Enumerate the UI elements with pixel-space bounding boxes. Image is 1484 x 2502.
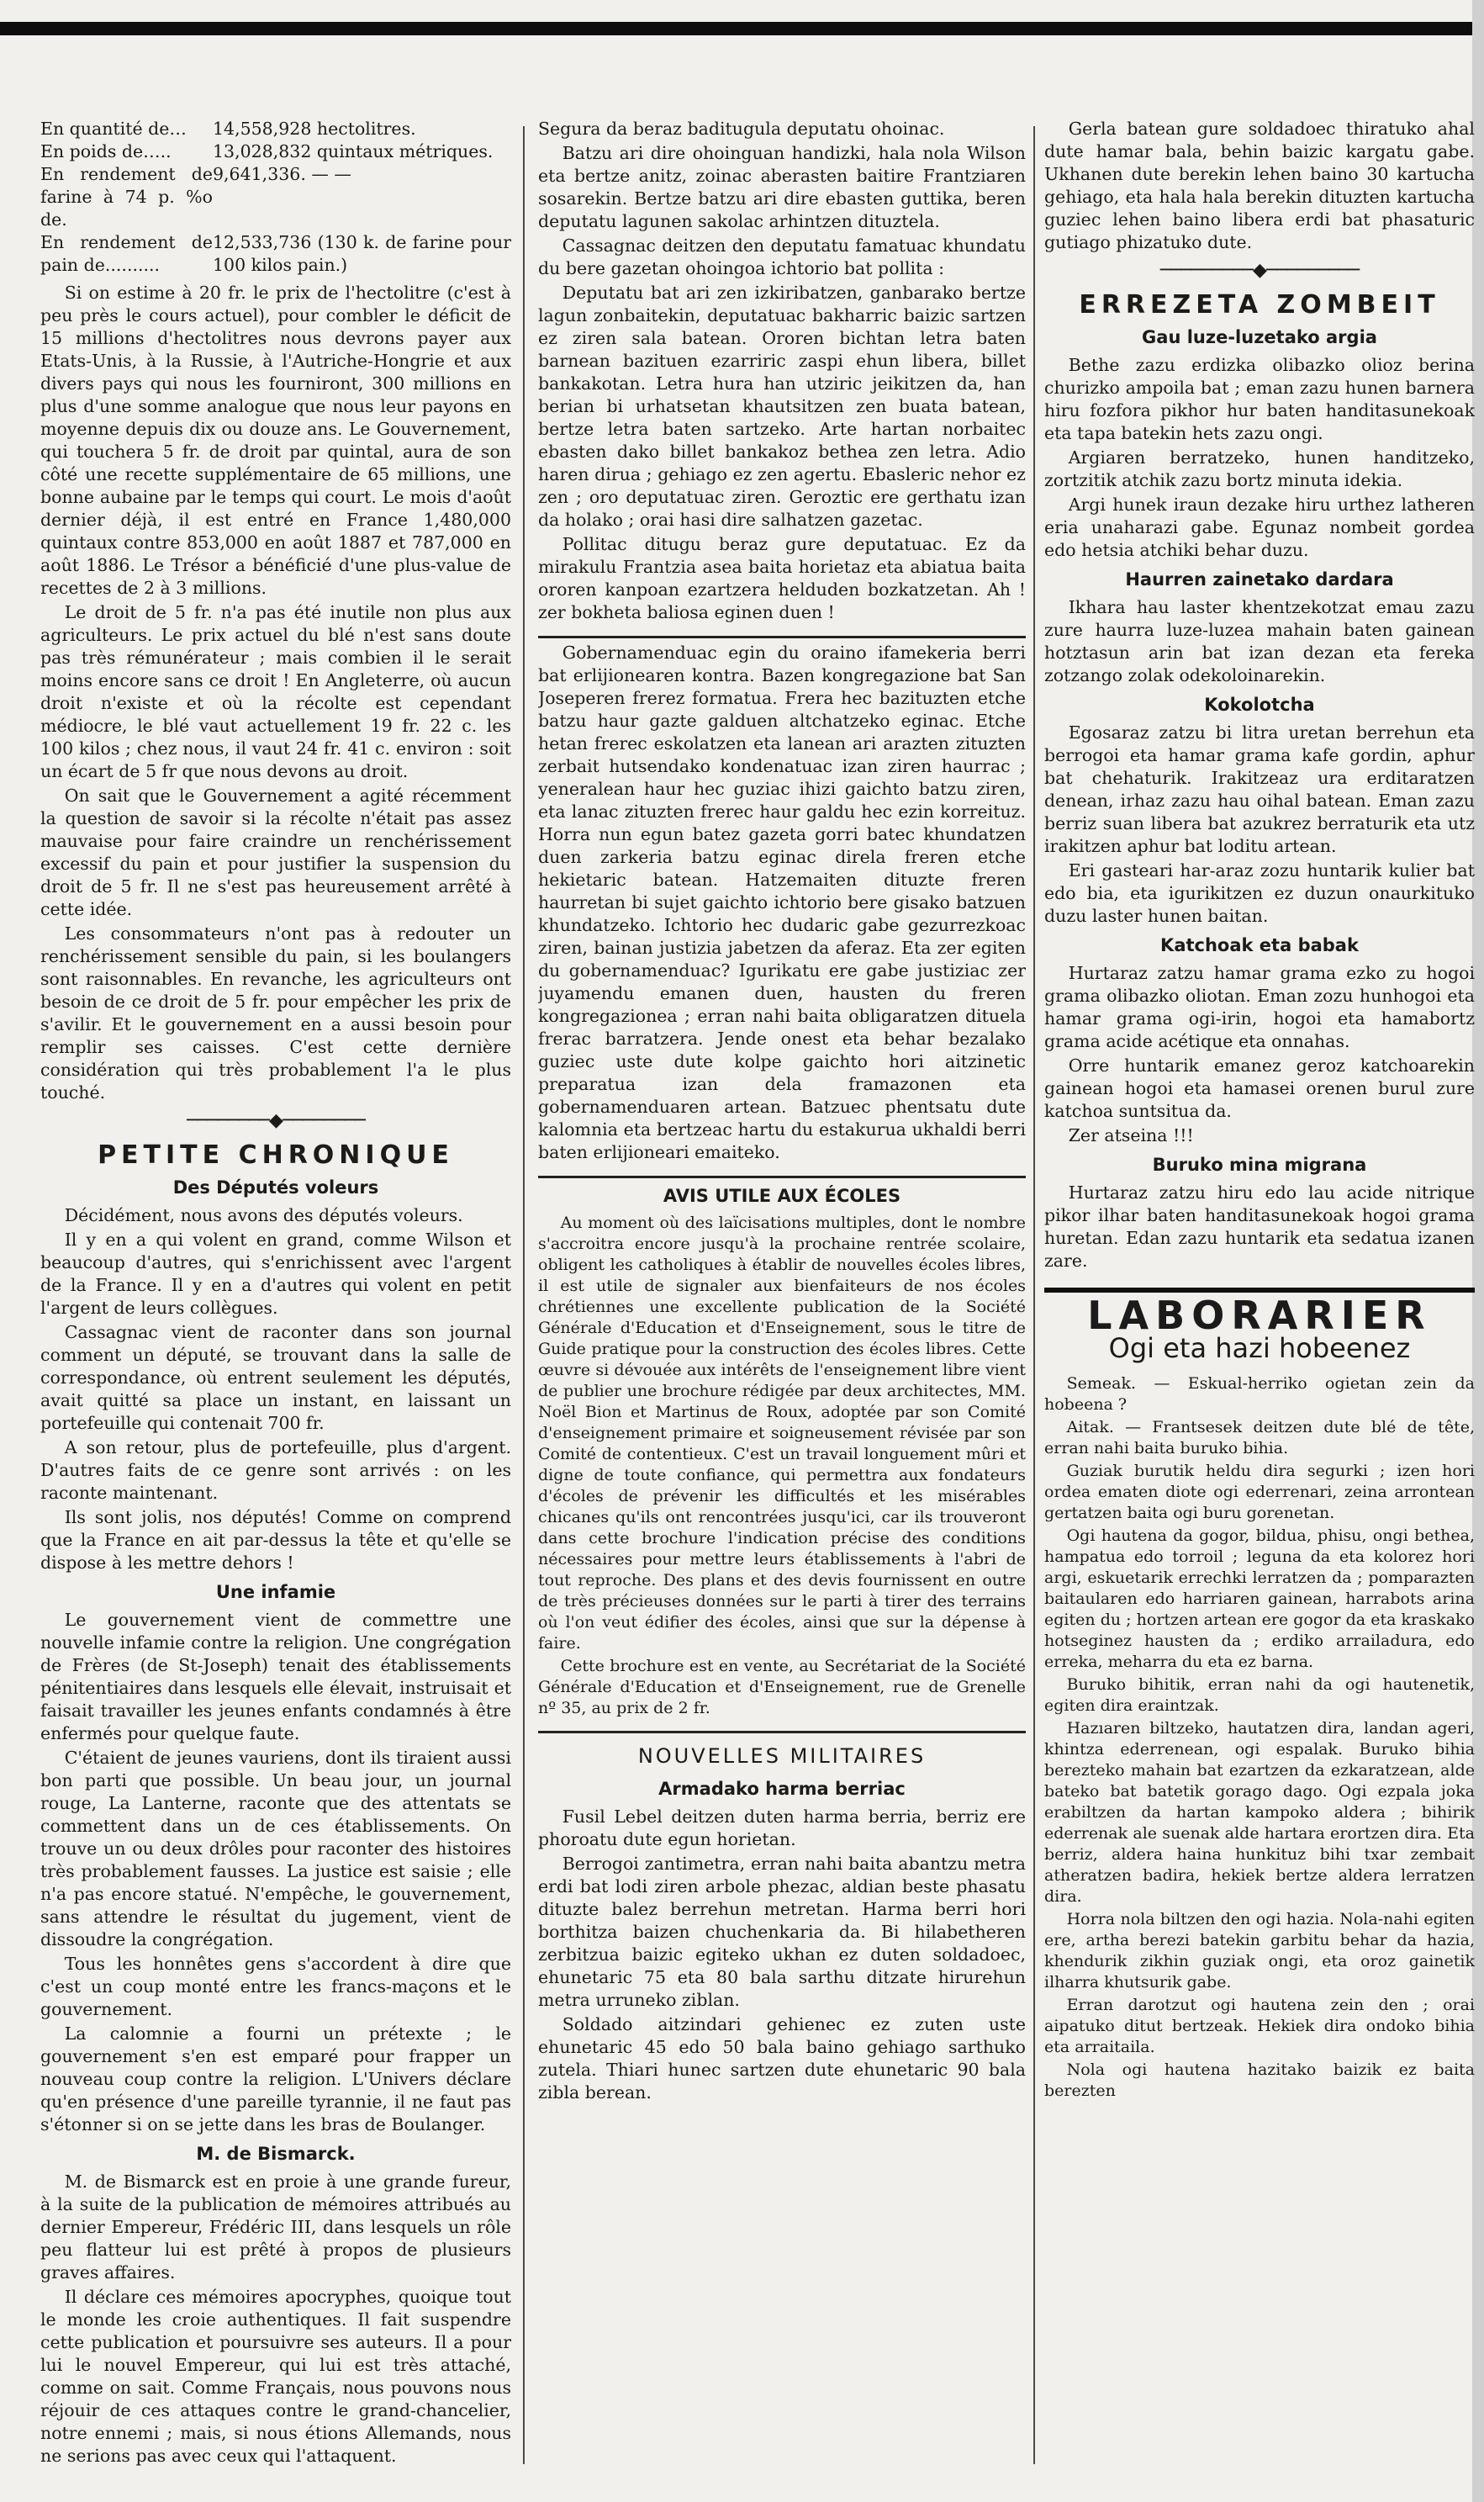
- article-paragraph: La calomnie a fourni un prétexte ; le gouvernement s'en est emparé pour frapper un nouveau coup contre la religion. L'Univers déclare qu'en présence d'une pareille tyrannie, il ne faut pas s'étonner si on se jette dans les bras de Boulanger.: [40, 2023, 511, 2134]
- stat-label: En rendement de pain de..........: [40, 232, 213, 275]
- article-paragraph: Buruko bihitik, erran nahi da ogi hautenetik, egiten dira eraintzak.: [1044, 1675, 1475, 1715]
- stat-value: 9,641,336. — —: [213, 164, 351, 184]
- article-paragraph: Segura da beraz baditugula deputatu ohoinac.: [538, 119, 945, 139]
- article-heading: Ogi eta hazi hobeenez: [1108, 1332, 1411, 1364]
- section-title: PETITE CHRONIQUE: [98, 1140, 454, 1170]
- article-paragraph: Le gouvernement vient de commettre une nouvelle infamie contre la religion. Une congrégation de Frères (de St-Joseph) tenait des établissements pénitentiaires dans lesquels elle élevait, instruisait et faisait travailler les jeunes enfants condamnés à être enfermés pour quelque faute.: [40, 1610, 511, 1743]
- section-title: LABORARIER: [1087, 1293, 1432, 1338]
- wheat-statistics: [40, 118, 511, 277]
- recipe-heading: Haurren zainetako dardara: [1125, 569, 1394, 590]
- article-paragraph: Soldado aitzindari gehienec ez zuten uste ehunetaric 45 edo 50 bala baino gehiago sarthuko zutela. Thiari hunec sartzen dute ehunetaric 90 bala zibla berean.: [538, 2014, 1026, 2103]
- article-heading: M. de Bismarck.: [196, 2144, 356, 2164]
- article-paragraph: Pollitac ditugu beraz gure deputatuac. Ez da mirakulu Frantzia asea baita horietaz eta abiatua baita ororen kanpoan ezartzera helduden bozkatzetan. Ah ! zer bokheta baliosa eginen duen !: [538, 534, 1026, 622]
- article-paragraph: Gobernamenduac egin du oraino ifamekeria berri bat erlijionearen kontra. Bazen kongregazione bat San Joseperen frerez formatua. Frera hec bazituzten etche batzu haur gazte galduen altchatzeko eginac. Etche hetan frerec eskolatzen eta lanean ari arazten zituzten zerbait hutsendako kondenatuac izan ziren haurrac ; yeneralean haur hec guziac ihizi gaichto batzu ziren, eta lanac zituzten frerec haur galdu hec ezin korreituz. Horra nun egun batez gazeta gorri batec khundatzen duen zarkeria batzu eginac direla freren etche hekietaric batean. Hatzemaiten dituzte freren haurretan bi sujet gaichto ichtorio bere gisako batzuen khundatzeko. Ichtorio hec dudaric gabe gezurrezkoac ziren, bainan justizia jabetzen da aferaz. Eta zer egiten du gobernamenduac? Igurikatu ere gabe justiziac zer juyamendu emanen duen, hausten du freren kongregazionea ; erran nahi baita obligaratzen dituela frerac barratzera. Jende onest eta behar bezalako guziec uste dute kolpe gaichto hori aitzinetic preparatua izan dela framazonen eta gobernamenduaren artean. Batzuec phentsatu dute kalomnia eta bertzeac hartu du estakurua ukhaldi berri baten erlijioneari emaiteko.: [538, 643, 1026, 1162]
- article-paragraph: Décidément, nous avons des députés voleurs.: [64, 1205, 463, 1225]
- ornament-divider: ─────────◆─────────: [1159, 260, 1360, 281]
- recipe-heading: Gau luze-luzetako argia: [1142, 327, 1377, 347]
- recipe-heading: Buruko mina migrana: [1152, 1155, 1367, 1175]
- article-heading: Armadako harma berriac: [658, 1779, 906, 1799]
- stat-value: 14,558,928 hectolitres.: [213, 119, 416, 139]
- recipe-paragraph: Hurtaraz zatzu hamar grama ezko zu hogoi grama olibazko oliotan. Eman zozu hunhogoi eta hamar grama ogi-irin, hogoi eta hamabortz grama acide acétique eta onnahas.: [1044, 963, 1475, 1051]
- article-paragraph: Aitak. — Frantsesek deitzen dute blé de tête, erran nahi baita buruko bihia.: [1044, 1418, 1475, 1457]
- column-3: [1044, 118, 1475, 2473]
- article-paragraph: Les consommateurs n'ont pas à redouter un renchérissement sensible du pain, si les boulangers sont raisonnables. En revanche, les agriculteurs ont besoin de ce droit de 5 fr. pour empêcher les prix de s'avilir. Et le gouvernement en a aussi besoin pour remplir ses caisses. C'est cette dernière considération qui très probablement l'a le plus touché.: [40, 923, 511, 1103]
- recipe-heading: Kokolotcha: [1204, 695, 1315, 715]
- article-paragraph: Ogi hautena da gogor, bilduа, phisu, ongi bethea, hampatua edo torroil ; leguna da eta kolorez hori argi, eskuetarik errechki lerratzen da ; pomparazten baitaularen edo harriaren gainean, harrabots arina egiten du ; hortzen artean ere gogor da eta kraskako hotseginez hausten da ; erdiko arrailadura, edo erreka, meharra du eta ez barna.: [1044, 1526, 1475, 1671]
- column-1: [40, 118, 511, 2473]
- recipe-heading: Katchoak eta babak: [1160, 935, 1359, 955]
- article-paragraph: Erran darotzut ogi hautena zein den ; orai aipatuko ditut bertzeak. Hekiek dira ondoko bihia eta arraitaila.: [1044, 1996, 1475, 2056]
- article-paragraph: Fusil Lebel deitzen duten harma berria, berriz ere phoroatu dute egun horietan.: [538, 1806, 1026, 1849]
- notice-title: AVIS UTILE AUX ÉCOLES: [663, 1186, 901, 1206]
- column-2: [538, 118, 1026, 2473]
- stat-row: [40, 231, 511, 277]
- stat-label: En poids de…..: [40, 141, 172, 161]
- article-paragraph: M. de Bismarck est en proie à une grande fureur, à la suite de la publication de mémoires attribués au dernier Empereur, Frédéric III, dans lesquels un rôle peu flatteur lui est prêté à propos de plusieurs graves affaires.: [40, 2171, 511, 2282]
- article-paragraph: Hazıaren biltzeko, hautatzen dira, landan ageri, khintza ederrenean, ogi espalak. Buruko bihia berezteko mahain bat ezartzen da ezkaratzean, alde bateko bat batetik gorago dago. Ogi ezpala joka erabiltzen da hartan kampoko aldera ; bihirik ederrenak ale suenak alde hartara erortzen dira. Eta berriz, aldera haina hunkituz bihi txar zembait atheratzen badira, hekiek bertze aldera lerratzen dira.: [1044, 1719, 1475, 1906]
- article-paragraph: On sait que le Gouvernement a agité récemment la question de savoir si la récolte n'était pas assez mauvaise pour faire craindre un renchérissement excessif du pain et pour justifier la suspension du droit de 5 fr. Il ne s'est pas heureusement arrêté à cette idée.: [40, 786, 511, 919]
- article-paragraph: Batzu ari dire ohoinguan handizki, hala nola Wilson eta bertze anitz, zoinac aberasten baitire Frantziaren sosarekin. Bertze batzu ari dire ebasten guttika, beren deputatu lagunen sakolac arhintzen dituztela.: [538, 143, 1026, 231]
- section-title: NOUVELLES MILITAIRES: [637, 1744, 927, 1768]
- recipe-paragraph: Orre huntarik emanez geroz katchoarekin gainean hogoi eta hamasei orenen burul zure katchoa suntsitua da.: [1044, 1055, 1475, 1121]
- stat-row: [40, 118, 511, 140]
- stat-value: 12,533,736 (130 k. de farine pour 100 kilos pain.): [213, 232, 511, 275]
- article-paragraph: Tous les honnêtes gens s'accordent à dire que c'est un coup monté entre les francs-maçons et le gouvernement.: [40, 1954, 511, 2019]
- stat-value: 13,028,832 quintaux métriques.: [213, 141, 494, 161]
- article-paragraph: Le droit de 5 fr. n'a pas été inutile non plus aux agriculteurs. Le prix actuel du blé n'est sans doute pas très rémunérateur ; mais combien il le serait moins encore sans ce droit ! En Angleterre, où aucun droit n'existe et où la récolte est cependant médiocre, le blé vaut actuellement 19 fr. 22 c. les 100 kilos ; chez nous, il vaut 24 fr. 41 c. environ : soit un écart de 5 fr que nous devons au droit.: [40, 602, 511, 781]
- section-title: ERREZETA ZOMBEIT: [1079, 290, 1440, 320]
- recipe-paragraph: Eri gasteari har-araz zozu huntarik kulier bat edo bia, eta igurikitzen ez duzun onaurkituko duzu laster hunen baitan.: [1044, 860, 1475, 926]
- top-border: [0, 22, 1484, 35]
- recipe-paragraph: Argi hunek iraun dezake hiru urthez latheren eria unaharazi gabe. Egunaz nombeit gordea edo hetsia atchiki behar duzu.: [1044, 495, 1475, 560]
- article-paragraph: Ils sont jolis, nos députés! Comme on comprend que la France en ait par-dessus la tête et qu'elle se dispose à les mettre dehors !: [40, 1507, 511, 1573]
- article-paragraph: Semeak. — Eskual-herriko ogietan zein da hobeena ?: [1044, 1374, 1475, 1414]
- article-paragraph: A son retour, plus de portefeuille, plus d'argent. D'autres faits de ce genre sont arrivés : on les raconte maintenant.: [40, 1437, 511, 1503]
- article-paragraph: Cette brochure est en vente, au Secrétariat de la Société Générale d'Education et d'Enseignement, rue de Grenelle nº 35, au prix de 2 fr.: [538, 1657, 1026, 1717]
- column-divider: [523, 126, 525, 2464]
- recipe-paragraph: Ikhara hau laster khentzekotzat emau zazu zure haurra luze-luzea mahain baten gainean hotztasun arin bat izan dezan eta fereka zotzango zolak odekoloinarekin.: [1044, 597, 1475, 685]
- recipe-paragraph: Hurtaraz zatzu hiru edo lau acide nitrique pikor ilhar baten handitasunekoak hogoi grama huretan. Edan zazu huntarik eta sedatua izanen zare.: [1044, 1182, 1475, 1271]
- separator-rule: [538, 636, 1026, 638]
- article-paragraph: Guziak burutik heldu dira segurki ; izen hori ordea ematen diote ogi ederrenari, zeina arrontean gertatzen baita ogi buru gorenetan.: [1044, 1462, 1475, 1522]
- article-paragraph: Cassagnac deitzen den deputatu famatuac khundatu du bere gazetan ohoingoa ichtorio bat pollita :: [538, 235, 1026, 278]
- recipe-paragraph: Zer atseina !!!: [1068, 1125, 1194, 1145]
- article-paragraph: Il déclare ces mémoires apocryphes, quoique tout le monde les croie authentiques. Il fait suspendre cette publication et poursuivre ses auteurs. Il a pour lui le nouvel Empereur, qui lui est très attaché, comme on sait. Comme Français, nous pouvons nous réjouir de ces attaques contre le grand-chancelier, notre ennemi ; mais, si nous étions Allemands, nous ne serions pas avec ceux qui l'attaquent.: [40, 2287, 511, 2466]
- article-paragraph: Deputatu bat ari zen izkiribatzen, ganbarako bertze lagun zonbaitekin, deputatuac bakharric baizic sartzen ez ziren sala batean. Ororen bichtan letra baten barnean bazituen ezarriric zaspi ehun libera, billet bankakotan. Letra hura han utziric jeikitzen da, han berian bi urhatsetan khautsitzen zen buata batean, bertze letra baten sartzeko. Arte hartan norbaitec ebasten dako billet bankakoz bethea zen letra. Adio haren dirua ; gehiago ez zen agertu. Ebasleric nehor ez zen ; oro deputatuac ziren. Geroztic ere gerthatu izan da holako ; orai hasi dire salhatzen gazetac.: [538, 283, 1026, 530]
- recipe-paragraph: Egosaraz zatzu bi litra uretan berrehun eta berrogoi eta hamar grama kafe gordin, aphur bat chehaturik. Irakitzeaz ura erditaratzen denean, irhaz zazu hau oihal batean. Eman zazu berriz suan libera bat azukrez berraturik eta utz irakitzen aphur bat loditu artean.: [1044, 722, 1475, 856]
- article-heading: Des Députés voleurs: [172, 1177, 379, 1198]
- separator-rule: [538, 1176, 1026, 1178]
- stat-row: [40, 163, 511, 231]
- column-divider: [1033, 126, 1035, 2464]
- recipe-paragraph: Bethe zazu erdizka olibazko olioz berina churizko ampoila bat ; eman zazu hunen barnera hiru fozfora pikhor hur baten handitasunekoak eta tapa batekin hets zazu ongi.: [1044, 355, 1475, 443]
- article-paragraph: Nola ogi hautena hazitako baizik ez baita berezten: [1044, 2060, 1475, 2100]
- article-paragraph: Horra nola biltzen den ogi hazia. Nola-nahi egiten ere, artha berezi batekin garbitu behar da hazia, khendurik zikhin guziak ongi, eta oroz gainetik ilharra khutsurik gabe.: [1044, 1910, 1475, 1992]
- article-paragraph: Si on estime à 20 fr. le prix de l'hectolitre (c'est à peu près le cours actuel), pour combler le déficit de 15 millions d'hectolitres nous devrons payer aux Etats-Unis, à la Russie, à l'Autriche-Hongrie et aux divers pays qui nous les fourniront, 300 millions en plus d'une somme analogue que nous leur payons en moyenne depuis dix ou douze ans. Le Gouvernement, qui touchera 5 fr. de droit par quintal, aura de son côté une recette supplémentaire de 65 millions, une bonne aubaine par le temps qui court. Le mois d'août dernier déjà, il est entré en France 1,480,000 quintaux contre 853,000 en août 1887 et 787,000 en août 1886. Le Trésor a bénéficié d'une plus-value de recettes de 2 à 3 millions.: [40, 283, 511, 598]
- article-paragraph: Cassagnac vient de raconter dans son journal comment un député, se trouvant dans la salle de correspondance, où entrent seulement les députés, avait quitté sa place un instant, en laissant un portefeuille qui contenait 700 fr.: [40, 1322, 511, 1433]
- separator-rule: [538, 1731, 1026, 1733]
- stat-row: [40, 140, 511, 163]
- recipe-paragraph: Argiaren berratzeko, hunen handitzeko, zortzitik atchik zazu bortz minuta idekia.: [1044, 447, 1475, 490]
- article-paragraph: Il y en a qui volent en grand, comme Wilson et beaucoup d'autres, qui s'enrichissent avec l'argent de la France. Il y en a d'autres qui volent en petit l'argent de leurs collègues.: [40, 1230, 511, 1318]
- article-paragraph: Gerla batean gure soldadoec thiratuko ahal dute hamar bala, behin baizic kargatu gabe. Ukhanen dute berekin lehen baino 30 kartucha gehiago, eta hala hala berekin dituzten kartucha guziec lehen baino libera erdi bat phasaturic gutiago phizatuko dute.: [1044, 119, 1475, 252]
- stat-label: En rendement de farine à 74 p. %o de.: [40, 164, 213, 230]
- article-paragraph: Berrogoi zantimetra, erran nahi baita abantzu metra erdi bat lodi ziren arbole phezac, aldian beste phasatu dituzte balez berrehun metretan. Harma berri hori borthitza baizen chuchenkaria da. Bi hilabetheren zerbitzua baizic egiteko ukhan ez duten soldadoec, ehunetaric 75 eta 80 bala sarthu ditzate hirurehun metra urruneko ziblan.: [538, 1854, 1026, 2010]
- ornament-divider: ────────◆────────: [187, 1110, 365, 1131]
- stat-label: En quantité de…: [40, 119, 187, 139]
- article-heading: Une infamie: [215, 1582, 336, 1602]
- article-paragraph: Au moment où des laïcisations multiples, dont le nombre s'accroitra encore jusqu'à la prochaine rentrée scolaire, obligent les catholiques à établir de nouvelles écoles libres, il est utile de signaler aux bienfaiteurs de nos écoles chrétiennes une excellente publication de la Société Générale d'Education et d'Enseignement, sous le titre de Guide pratique pour la construction des écoles libres. Cette œuvre si dévouée aux intérêts de l'enseignement libre vient de publier une brochure rédigée par deux architectes, MM. Noël Bion et Martinus de Roux, adoptée par son Comité d'enseignement primaire et soigneusement révisée par son Comité de contentieux. C'est un travail longuement mûri et digne de toute confiance, qui permettra aux fondateurs d'écoles de prévenir les difficultés et les misérables chicanes qu'ils ont rencontrées jusqu'ici, car ils trouveront dans cette brochure l'indication précise des conditions nécessaires pour mettre leurs établissements à l'abri de tout reproche. Des plans et des devis fournissent en outre de très précieuses données sur le parti à tirer des terrains où l'on veut édifier des écoles, ainsi que sur la dépense à faire.: [538, 1214, 1026, 1653]
- article-paragraph: C'étaient de jeunes vauriens, dont ils tiraient aussi bon parti que possible. Un beau jour, un journal rouge, La Lanterne, raconte que des attentats se commettent dans un de ces établissements. On trouve un ou deux drôles pour raconter des histoires très probablement fausses. La justice est saisie ; elle n'a pas encore statué. N'empêche, le gouvernement, sans attendre le résultat du jugement, vient de dissoudre la congrégation.: [40, 1748, 511, 1949]
